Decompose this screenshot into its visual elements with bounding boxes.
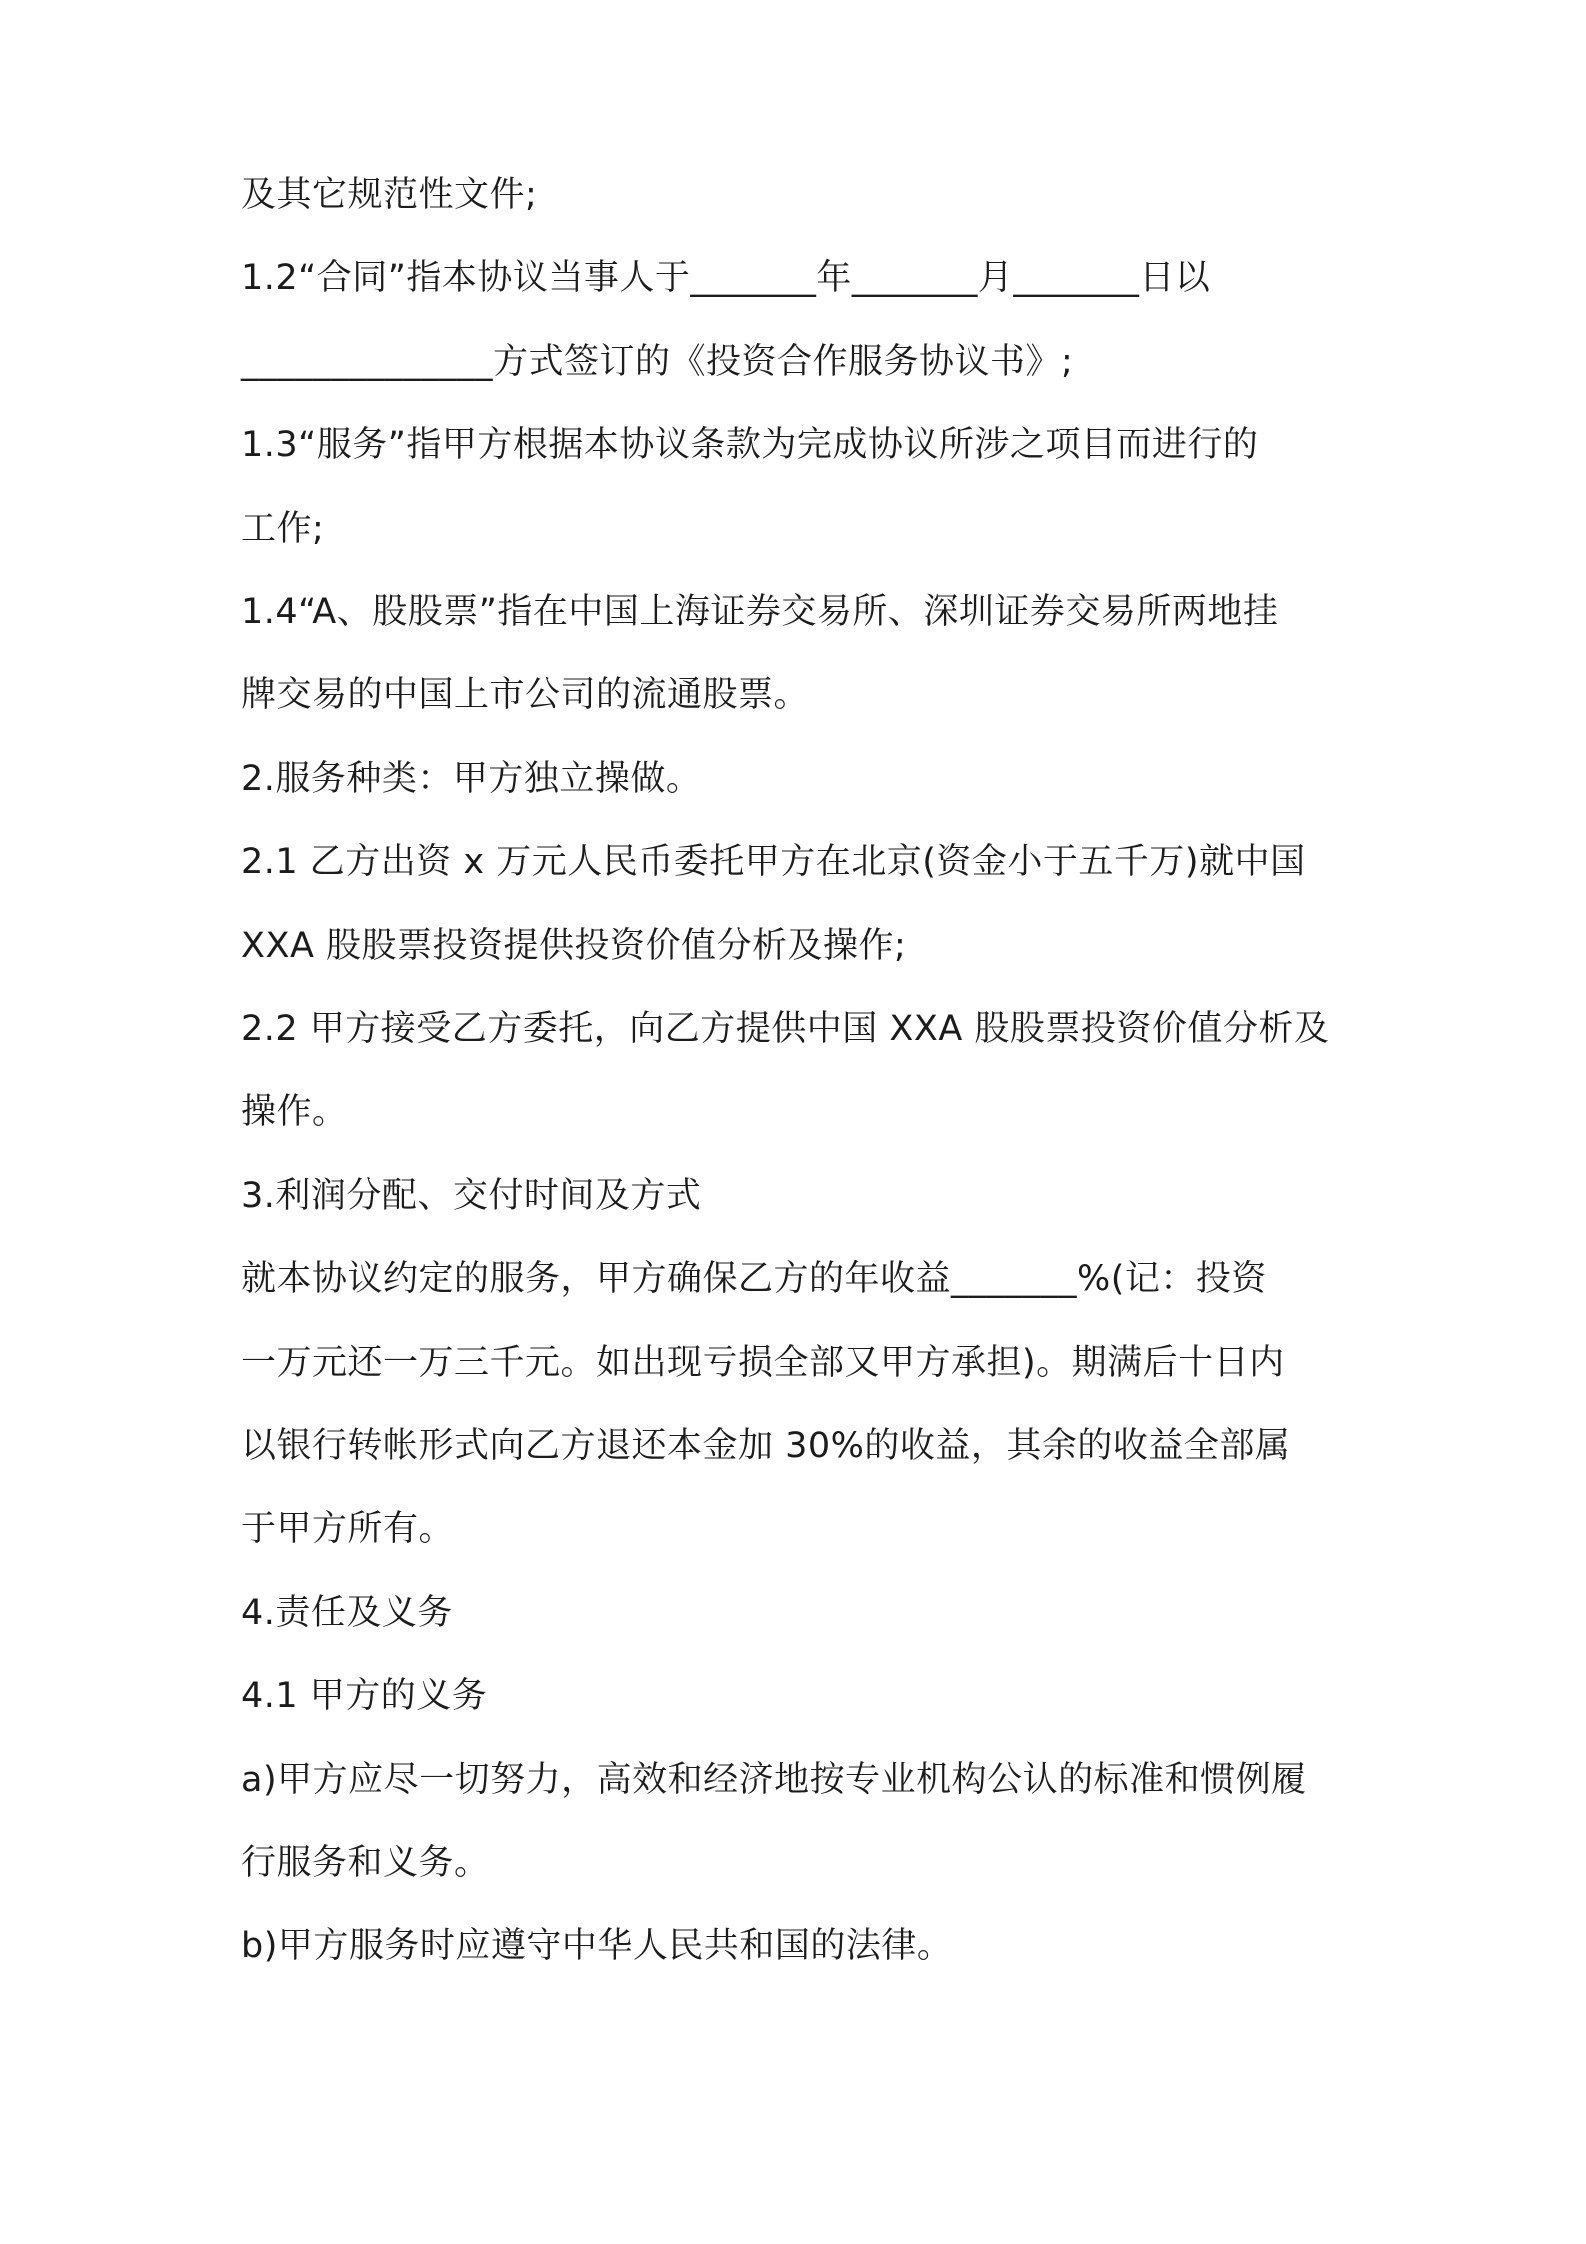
text-line-14: 就本协议约定的服务，甲方确保乙方的年收益_______%(记：投资: [241, 1259, 1267, 1300]
text-line-20: a)甲方应尽一切努力，高效和经济地按专业机构公认的标准和惯例履: [241, 1759, 1307, 1800]
text-line-1: 及其它规范性文件;: [241, 175, 538, 215]
text-line-15: 一万元还一万三千元。如出现亏损全部又甲方承担)。期满后十日内: [241, 1342, 1285, 1383]
text-line-10: XXA 股股票投资提供投资价值分析及操作;: [241, 925, 907, 966]
text-line-16: 以银行转帐形式向乙方退还本金加 30%的收益，其余的收益全部属: [241, 1426, 1291, 1466]
text-line-11: 2.2 甲方接受乙方委托，向乙方提供中国 XXA 股股票投资价值分析及: [241, 1009, 1330, 1049]
text-line-19: 4.1 甲方的义务: [241, 1676, 488, 1717]
text-line-2: 1.2“合同”指本协议当事人于_______年_______月_______日以: [241, 258, 1211, 299]
text-line-17: 于甲方所有。: [241, 1509, 455, 1550]
text-line-4: 1.3“服务”指甲方根据本协议条款为完成协议所涉之项目而进行的: [241, 425, 1259, 466]
text-line-12: 操作。: [241, 1092, 348, 1133]
text-line-7: 牌交易的中国上市公司的流通股票。: [241, 675, 810, 716]
text-line-18: 4.责任及义务: [241, 1592, 453, 1633]
text-line-8: 2.服务种类：甲方独立操做。: [241, 758, 702, 799]
text-line-9: 2.1 乙方出资 x 万元人民币委托甲方在北京(资金小于五千万)就中国: [241, 842, 1306, 883]
text-line-21: 行服务和义务。: [241, 1843, 490, 1883]
text-line-3: ______________方式签订的《投资合作服务协议书》;: [241, 341, 1074, 382]
text-line-6: 1.4“A、股股票”指在中国上海证券交易所、深圳证券交易所两地挂: [241, 592, 1279, 632]
text-line-22: b)甲方服务时应遵守中华人民共和国的法律。: [241, 1926, 953, 1967]
text-line-13: 3.利润分配、交付时间及方式: [241, 1175, 702, 1216]
text-line-5: 工作;: [241, 508, 325, 549]
